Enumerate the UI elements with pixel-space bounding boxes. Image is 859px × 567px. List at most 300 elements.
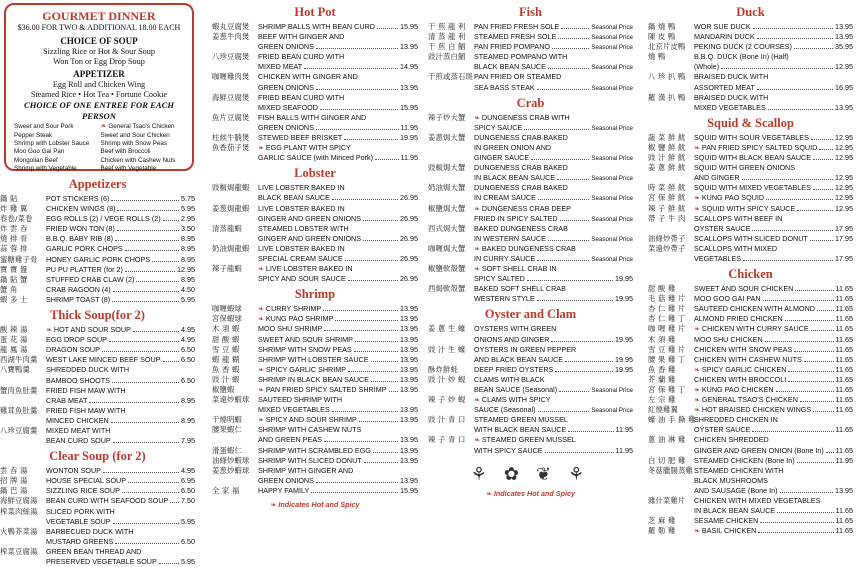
dish-name: SCALLOPS WITH BEEF IN [694,213,783,223]
dish-name: SQUID WITH MIXED VEGETABLES [694,183,811,193]
dish-name: CHICKEN WITH CASHEW NUTS [694,354,802,364]
dish-name: WONTON SOUP [46,466,101,476]
hot-pepper-icon: ❧ [474,266,480,274]
dish-price: 11.95 [400,122,418,132]
menu-section-hot-pot [212,2,418,163]
dish-details [694,496,853,516]
dish-line [694,466,853,476]
entree-option: Sweet and Sour Pork [14,123,74,131]
dish-line [694,193,853,203]
menu-item [648,52,853,72]
menu-item [428,324,633,344]
menu-item [0,335,195,345]
menu-item [212,375,418,385]
dish-details [258,224,418,244]
dish-line [258,385,418,395]
leader-dots [760,516,833,523]
leader-dots [112,376,179,383]
dish-line [258,234,418,244]
dish-price: 6.50 [181,345,195,355]
dish-name: PAN FRIED OR STEAMED [474,72,562,82]
menu-item [0,265,195,275]
dish-price: 11.95 [400,153,418,163]
dish-chinese-name: 奶油焗龍蝦 [212,243,250,253]
menu-item [0,527,195,547]
dish-details [46,275,195,285]
section-title: Squid & Scallop [707,115,794,130]
dish-chinese-name: 西湖牛肉羹 [0,355,38,365]
menu-item [648,314,853,324]
dish-details [474,113,633,133]
dish-name: SIZZLING RICE SOUP [46,486,120,496]
dish-line [694,375,853,385]
menu-section-squid-scallop [648,113,853,264]
dish-name: SPECIAL CREAM SAUCE [258,253,343,263]
dish-line [474,224,633,234]
dish-chinese-name: 豉 汁 炒 蜆 [428,374,466,384]
leader-dots [527,274,613,281]
dish-details [474,163,633,183]
dish-price: 17.95 [835,223,853,233]
leader-dots [335,314,398,321]
dish-line [694,506,853,516]
dish-price: 19.95 [615,334,633,344]
leader-dots [373,446,398,453]
dish-line [46,345,195,355]
dish-line [694,22,853,32]
dish-name: SHRIMP WITH CASHEW NUTS [258,425,362,435]
hot-spicy-legend [428,489,633,498]
dish-price: 13.95 [400,334,418,344]
menu-item [212,466,418,486]
dish-name: WITH SPICY SAUCE [474,445,543,455]
dish-chinese-name: 杏 仁 雞 丁 [648,314,686,324]
dish-details [258,304,418,314]
dish-line [46,557,195,567]
dish-name: MANDARIN DUCK [694,32,755,42]
dish-name: GINGER SAUCE [474,153,530,163]
dish-chinese-name: 宮 保 鮮 魷 [648,193,686,203]
dish-name: LIVE LOBSTER BAKED IN [265,264,353,274]
dish-line [694,446,853,456]
menu-column-3 [428,0,643,540]
dish-chinese-name: 蝦丸豆腐煲 [212,22,250,31]
menu-item [428,113,633,133]
leader-dots [753,22,833,29]
dish-name: KUNG PAO SHRIMP [265,314,334,324]
dish-chinese-name: 姜 蔥 生 蠔 [428,324,466,334]
dish-line [46,255,195,265]
dish-line [694,425,853,435]
dish-line [694,395,853,405]
dish-line [258,324,418,334]
dish-line [474,294,633,304]
dish-details [258,133,418,143]
dish-price: 5.95 [181,557,195,566]
leader-dots [324,435,398,442]
dish-chinese-name: 豉 汁 青 口 [428,415,466,425]
leader-dots [524,123,589,130]
dish-line [258,254,418,264]
section-title: Chicken [728,267,773,282]
dish-chinese-name: 八 珍 扒 鴨 [648,72,686,82]
menu-item [648,335,853,345]
dish-price: 26.95 [400,253,418,263]
dish-chinese-name: 全 家 福 [212,485,240,495]
leader-dots [800,395,834,402]
dish-line [694,254,853,264]
dish-line [474,52,633,62]
leader-dots [371,355,399,362]
dish-name: CRAB MEAT [46,395,88,405]
dish-name: BLACK MUSHROOMS [694,475,768,485]
dish-details [46,214,195,224]
dish-line [474,133,633,143]
menu-item [428,133,633,163]
leader-dots [545,446,614,453]
dish-name: KUNG PAO CHICKEN [701,385,774,394]
leader-dots [316,123,399,130]
dish-chinese-name: 姜葱牛肉煲 [212,32,250,42]
leader-dots [136,275,179,282]
dish-line [46,295,195,305]
section-title: Duck [736,5,765,19]
hot-pepper-icon: ❧ [486,490,492,498]
menu-item [648,385,853,395]
dish-details [694,214,853,234]
leader-dots [371,375,398,382]
dish-line [258,425,418,435]
dish-chinese-name: 辣子龍蝦 [212,264,242,274]
dish-chinese-name: 咖喱焗大蟹 [428,243,466,253]
dish-chinese-name: 杏 仁 雞 片 [648,304,686,314]
dish-name: SOFT SHELL CRAB IN [481,264,557,274]
dish-price: 8.95 [181,274,195,284]
hot-pepper-icon: ❧ [46,327,52,335]
leader-dots [316,83,398,90]
dish-line [694,103,853,113]
dish-details [474,375,633,395]
dish-name: AND GREEN PEAS [258,435,322,445]
menu-item [648,163,853,183]
dish-chinese-name: 鍋 巴 湯 [0,486,28,496]
dish-line [694,183,853,193]
appetizer-choice-title: APPETIZER [73,69,125,80]
dish-line [694,234,853,244]
dish-name: SPICY GARLIC CHICKEN [701,364,787,374]
hot-pepper-icon: ❧ [258,316,264,324]
dish-name: PU PU PLATTER (for 2) [46,264,123,274]
menu-item [428,72,633,92]
dish-chinese-name: 魚 香 雞 [648,364,676,374]
dish-line [474,163,633,173]
leader-dots [311,486,398,493]
dish-line [694,335,853,345]
menu-item [212,264,418,284]
dish-name: SEA BASS STEAK [474,82,535,92]
dish-name: DUNGENESS CRAB BAKED [474,183,568,193]
leader-dots [768,103,833,110]
menu-section-chicken [648,264,853,536]
hot-pepper-icon: ❧ [694,397,700,405]
menu-item [428,32,633,42]
dish-line [694,385,853,395]
dish-chinese-name: 炸 雞 翼 [0,204,28,214]
dish-chinese-name: 北京片皮鴨 [648,42,686,52]
dish-price: 13.95 [400,354,418,364]
dish-price: 12.95 [177,264,195,274]
dish-name: EGG ROLLS (2) / VEGE ROLLS (2) [46,214,161,224]
dish-details [694,193,853,203]
hot-pepper-icon: ❧ [258,266,264,274]
dish-details [694,72,853,92]
dish-name: MOO SHU SHRIMP [258,324,323,334]
hot-pepper-icon: ❧ [258,145,264,153]
dish-line [258,22,418,32]
leader-dots [565,355,613,362]
dish-details [46,335,195,345]
menu-item [212,365,418,375]
dish-price: 4.95 [181,325,195,335]
dish-line [474,113,633,123]
dish-chinese-name: 蝦 多 士 [0,294,28,304]
dish-line [694,486,853,496]
dish-name: CRAB RAGOON (4) [46,284,111,294]
dish-chinese-name: 蟹肉魚肚羹 [0,385,38,395]
dish-line [694,244,853,254]
dish-line [46,507,195,517]
dish-line [694,32,853,42]
dish-name: STEAMED GREEN MUSSEL [481,435,576,445]
dish-chinese-name: 海鮮豆腐煲 [212,92,250,102]
dish-line [694,345,853,355]
leader-dots [102,345,179,352]
dish-line [258,42,418,52]
menu-item [648,183,853,193]
dish-name: SHRIMP IN BLACK BEAN SAUCE [258,374,369,384]
leader-dots [375,153,399,160]
dish-name: BAMBOO SHOOTS [46,375,110,385]
entree-option: Moo Goo Gai Pan [14,148,65,156]
dish-price: 13.95 [400,344,418,354]
leader-dots [537,254,589,261]
dish-name: SQUID WITH GREEN ONIONS [694,163,796,173]
dish-price: 4.95 [181,335,195,345]
dish-name: SQUID WITH SPICY SAUCE [701,203,796,213]
dish-line [474,365,633,375]
hot-pepper-icon: ❧ [270,502,277,510]
dish-details [474,264,633,284]
menu-item [0,426,195,446]
menu-item [428,415,633,435]
dish-line [694,415,853,425]
dish-name: GREEN ONIONS [258,42,314,52]
dish-chinese-name: 蟹 角 [0,284,18,294]
dish-details [258,456,418,466]
dish-line [694,284,853,294]
dish-chinese-name: 辣 子 青 口 [428,435,466,445]
dish-details [46,265,195,275]
dish-details [694,163,853,183]
menu-item [0,325,195,335]
dish-line [46,537,195,547]
dish-name: BRAISED DUCK WITH [694,72,769,82]
dish-name: CHICKEN WITH MIXED VEGETABLES [694,496,821,506]
dish-line [258,264,418,274]
dish-name: GREEN ONIONS [258,475,314,485]
dish-name: HOT AND SOUR SOUP [53,325,131,335]
dish-price: 11.65 [835,385,853,394]
dish-price: 13.95 [400,415,418,425]
dish-price: 19.95 [615,364,633,374]
dish-chinese-name: 八寶鴨羹 [0,365,30,375]
dish-details [474,52,633,72]
dish-price: 26.95 [400,233,418,243]
dish-line [258,446,418,456]
menu-item [0,466,195,476]
leader-dots [377,22,398,29]
dish-details [694,234,853,244]
menu-item [648,193,853,203]
dish-chinese-name: 雞茸魚肚羹 [0,405,38,415]
menu-item [428,22,633,32]
dish-price: 13.95 [835,22,853,31]
column-4-sections [648,2,853,536]
dish-line [46,486,195,496]
menu-item [428,204,633,224]
menu-item [648,153,853,163]
menu-item [212,224,418,244]
dish-name: MIXED VEGETABLES [694,102,766,112]
dish-line [258,244,418,254]
seasonal-price-note: Seasonal Price [591,34,633,42]
dish-details [694,284,853,294]
dish-name: GREEN ONIONS [258,122,314,132]
dish-details [258,264,418,284]
dish-name: CLAMS WITH SPICY [481,395,551,405]
dish-chinese-name: 豉椒焗龍蝦 [212,183,250,193]
dish-price: 6.50 [181,536,195,546]
menu-item [648,456,853,466]
dish-line [258,52,418,62]
menu-item [0,406,195,426]
leader-dots [344,133,398,140]
dish-name: OYSTER SAUCE [694,425,751,435]
dish-details [694,22,853,32]
leader-dots [115,234,179,241]
dish-line [694,405,853,415]
dish-chinese-name: 奶油焗大蟹 [428,183,466,193]
dish-chinese-name: 八珍豆腐羹 [0,425,38,435]
dish-name: FRIED FISH MAW WITH [46,405,126,415]
dish-chinese-name: 燒 鴨 [648,52,666,62]
menu-item [212,72,418,92]
menu-section-lobster [212,163,418,284]
leader-dots [113,285,179,292]
dish-name: (Whole) [694,62,720,72]
dish-name: AND GINGER [694,173,740,183]
dish-chinese-name: 芝 麻 雞 [648,516,676,526]
menu-item [428,345,633,365]
leader-dots [133,325,179,332]
dish-chinese-name: 毛 菇 雞 片 [648,294,686,304]
dish-line [474,335,633,345]
dish-details [258,314,418,324]
dish-chinese-name: 雪 豆 雞 片 [648,344,686,354]
hot-pepper-icon: ❧ [474,205,480,213]
dish-line [474,385,633,395]
dish-price: 5.95 [181,294,195,304]
hot-pepper-icon: ❧ [258,387,264,394]
leader-dots [804,355,834,362]
menu-item [212,415,418,425]
dish-price: 5.95 [181,204,195,214]
dish-details [694,143,853,153]
dish-chinese-name: 蠔 油 手 撕 雞 [648,415,696,425]
leader-dots [125,244,179,251]
dish-line [258,466,418,476]
dish-line [474,446,633,456]
dish-name: DUNGENESS CRAB BAKED [474,163,568,173]
dish-details [46,547,195,567]
seasonal-price-note: Seasonal Price [591,235,633,243]
leader-dots [813,153,833,160]
dish-name: GINGER AND GREEN ONIONS [258,213,362,223]
dish-price: 6.50 [181,375,195,385]
dish-line [46,265,195,275]
dish-details [694,355,853,365]
dish-line [694,526,853,536]
leader-dots [797,456,834,463]
leader-dots [780,486,834,493]
dish-name: SPICY AND SOUR SHRIMP [265,415,357,425]
menu-item [428,365,633,375]
seasonal-price-note: Seasonal Price [591,195,633,203]
dish-name: CHICKEN WITH BROCCOLI [694,374,787,384]
leader-dots [788,375,833,382]
dish-name: BEEF WITH GINGER AND [258,32,345,42]
leader-dots [552,42,589,49]
dish-line [258,304,418,314]
leader-dots [548,234,589,241]
hot-pepper-icon: ❧ [258,306,264,314]
leader-dots [537,83,590,90]
dish-line [694,496,853,506]
dish-details [694,294,853,304]
dish-price: 11.65 [835,395,853,405]
dish-chinese-name: 豉汁蒸白鯧 [428,52,466,62]
dish-name: PAN FRIED FRESH SOLE [474,22,560,31]
dish-chinese-name: 木 須 蝦 [212,324,240,334]
menu-column-2 [212,0,420,540]
dish-name: IN BLACK BEAN SAUCE [694,506,776,516]
dish-details [694,415,853,435]
dish-line [474,425,633,435]
leader-dots [795,284,833,291]
leader-dots [752,425,833,432]
dish-chinese-name: 甜 酸 蝦 [212,334,240,344]
menu-item [648,133,853,143]
hot-pepper-icon: ❧ [694,528,700,536]
menu-item [648,496,853,516]
dish-name: IN GREEN ONION AND [474,142,552,152]
dish-chinese-name: 龍 鳳 湯 [0,345,28,355]
dish-name: VEGETABLE SOUP [46,516,111,526]
column-3-sections [428,2,633,498]
dish-details [46,527,195,547]
dish-line [258,214,418,224]
dish-name: SPICY SAUCE [474,122,523,132]
